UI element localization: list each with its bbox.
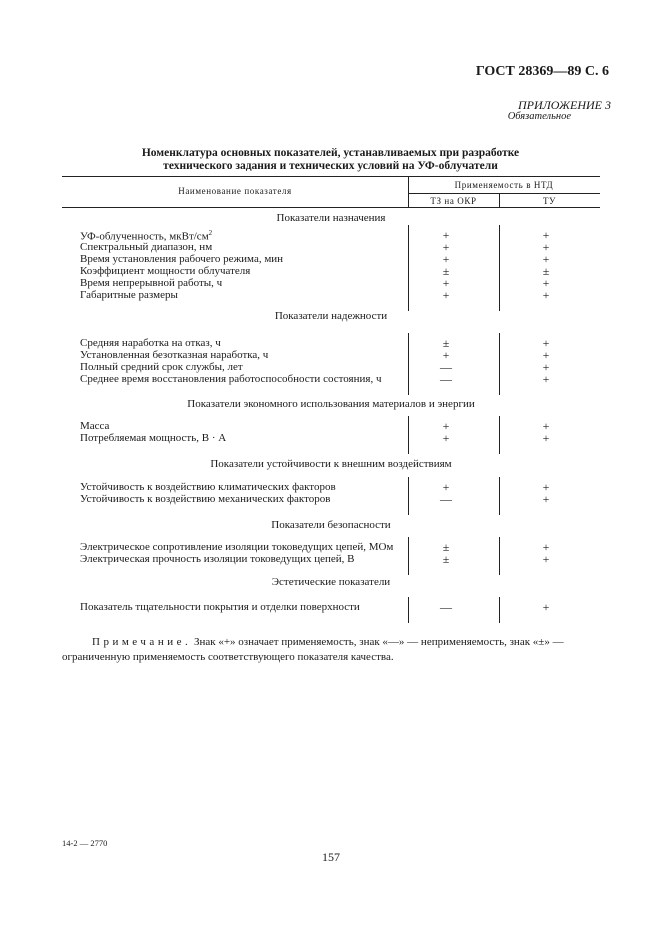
- tu-applicability-mark: +: [542, 600, 550, 614]
- table-note: [62, 635, 602, 665]
- row-name-text: Время установления рабочего режима, мин: [80, 253, 284, 265]
- row-name-text: Показатель тщательности покрытия и отделки поверхности: [80, 601, 360, 613]
- row-name-text: Полный средний срок службы, лет: [80, 361, 243, 373]
- row-name-text: Электрическая прочность изоляции токоведущих цепей, В: [80, 553, 355, 565]
- tz-applicability-mark: ±: [442, 540, 450, 554]
- table-row-name: [80, 601, 360, 613]
- column-divider: [408, 225, 409, 311]
- tu-applicability-mark: +: [542, 252, 550, 266]
- row-name-text: УФ-облученность, мкВт/см: [80, 230, 209, 243]
- column-divider: [408, 597, 409, 623]
- column-divider: [499, 333, 500, 395]
- table-row-name: [80, 265, 250, 277]
- row-name-text: Габаритные размеры: [80, 289, 178, 301]
- tz-applicability-mark: —: [440, 372, 452, 386]
- appendix-label: ПРИЛОЖЕНИЕ 3: [518, 98, 611, 112]
- column-header-tu: ТУ: [542, 196, 557, 206]
- section-heading: Показатели назначения: [276, 212, 386, 224]
- tz-applicability-mark: ±: [442, 336, 450, 350]
- column-header-applicability: Применяемость в НТД: [454, 180, 554, 190]
- table-row-name: [80, 493, 330, 505]
- tz-applicability-mark: +: [442, 480, 450, 494]
- superscript: 2: [208, 229, 213, 237]
- row-name-text: Спектральный диапазон, нм: [80, 241, 213, 253]
- tz-applicability-mark: ±: [442, 552, 450, 566]
- tu-applicability-mark: ±: [542, 264, 550, 278]
- table-row-name: [80, 420, 109, 432]
- column-divider: [499, 477, 500, 515]
- row-name-text: Устойчивость к воздействию климатических факторов: [80, 481, 336, 493]
- column-divider: [408, 477, 409, 515]
- column-header-name: Наименование показателя: [178, 186, 292, 196]
- tu-applicability-mark: +: [542, 348, 550, 362]
- column-divider: [499, 225, 500, 311]
- column-divider: [408, 416, 409, 454]
- tu-applicability-mark: +: [542, 372, 550, 386]
- table-row-name: [80, 277, 222, 289]
- tu-applicability-mark: +: [542, 228, 550, 242]
- tu-applicability-mark: +: [542, 492, 550, 506]
- column-divider: [408, 333, 409, 395]
- tu-applicability-mark: +: [542, 431, 550, 445]
- tu-applicability-mark: +: [542, 552, 550, 566]
- tz-applicability-mark: —: [440, 600, 452, 614]
- table-row-name: [80, 289, 178, 301]
- table-row-name: [80, 337, 221, 349]
- tu-applicability-mark: +: [542, 360, 550, 374]
- table-row-name: [80, 481, 336, 493]
- tz-applicability-mark: +: [442, 419, 450, 433]
- row-name-text: Коэффициент мощности облучателя: [80, 265, 251, 277]
- row-name-text: Средняя наработка на отказ, ч: [80, 337, 221, 349]
- section-heading: Показатели безопасности: [271, 519, 391, 531]
- table-row-name: [80, 253, 283, 265]
- column-divider: [499, 597, 500, 623]
- column-divider: [499, 416, 500, 454]
- tu-applicability-mark: +: [542, 240, 550, 254]
- tu-applicability-mark: +: [542, 480, 550, 494]
- row-name-text: Установленная безотказная наработка, ч: [80, 349, 269, 361]
- note-label: Примечание.: [92, 636, 192, 648]
- table-row-name: [80, 361, 243, 373]
- tz-applicability-mark: +: [442, 228, 450, 242]
- table-row-name: [80, 553, 354, 565]
- row-name-text: Среднее время восстановления работоспособности состояния, ч: [80, 373, 382, 385]
- tz-applicability-mark: —: [440, 492, 452, 506]
- column-divider: [499, 537, 500, 575]
- mandatory-label: Обязательное: [507, 111, 571, 122]
- tz-applicability-mark: +: [442, 252, 450, 266]
- table-title-line-2: технического задания и технических условий на УФ-облучатели: [163, 160, 498, 172]
- row-name-text: Устойчивость к воздействию механических факторов: [80, 493, 331, 505]
- section-heading: Показатели надежности: [274, 310, 388, 322]
- header-bottom-rule: [62, 207, 600, 208]
- section-heading: Показатели экономного использования материалов и энергии: [187, 398, 475, 410]
- tu-applicability-mark: +: [542, 419, 550, 433]
- tz-applicability-mark: +: [442, 276, 450, 290]
- document-code: ГОСТ 28369—89 С. 6: [475, 64, 609, 79]
- row-name-text: Время непрерывной работы, ч: [80, 277, 223, 289]
- row-name-text: Электрическое сопротивление изоляции токоведущих цепей, МОм: [80, 541, 394, 553]
- table-row-name: [80, 349, 268, 361]
- table-top-rule: [62, 176, 600, 177]
- header-mid-rule: [408, 193, 600, 194]
- table-row-name: [80, 541, 393, 553]
- table-row-name: [80, 373, 382, 385]
- tz-applicability-mark: +: [442, 348, 450, 362]
- section-heading: Показатели устойчивости к внешним воздействиям: [210, 458, 452, 470]
- table-row-name: [80, 241, 212, 253]
- row-name-text: Масса: [80, 420, 110, 432]
- tz-applicability-mark: +: [442, 240, 450, 254]
- tu-applicability-mark: +: [542, 276, 550, 290]
- table-title-line-1: Номенклатура основных показателей, устанавливаемых при разработке: [141, 147, 520, 159]
- tz-applicability-mark: —: [440, 360, 452, 374]
- column-header-tz: ТЗ на ОКР: [430, 196, 477, 206]
- row-name-text: Потребляемая мощность, В · А: [80, 432, 227, 444]
- column-divider: [408, 537, 409, 575]
- tu-applicability-mark: +: [542, 288, 550, 302]
- note-text: Знак «+» означает применяемость, знак «—» — неприменяемость, знак «±» — ограниченную применяемость соответствующего показателя качества.: [62, 636, 564, 663]
- tz-applicability-mark: ±: [442, 264, 450, 278]
- page-number: 157: [322, 850, 340, 864]
- tu-applicability-mark: +: [542, 336, 550, 350]
- tz-applicability-mark: +: [442, 431, 450, 445]
- tz-applicability-mark: +: [442, 288, 450, 302]
- section-heading: Эстетические показатели: [271, 576, 391, 588]
- tu-applicability-mark: +: [542, 540, 550, 554]
- footer-code: 14-2 — 2770: [62, 838, 108, 848]
- table-row-name: [80, 432, 226, 444]
